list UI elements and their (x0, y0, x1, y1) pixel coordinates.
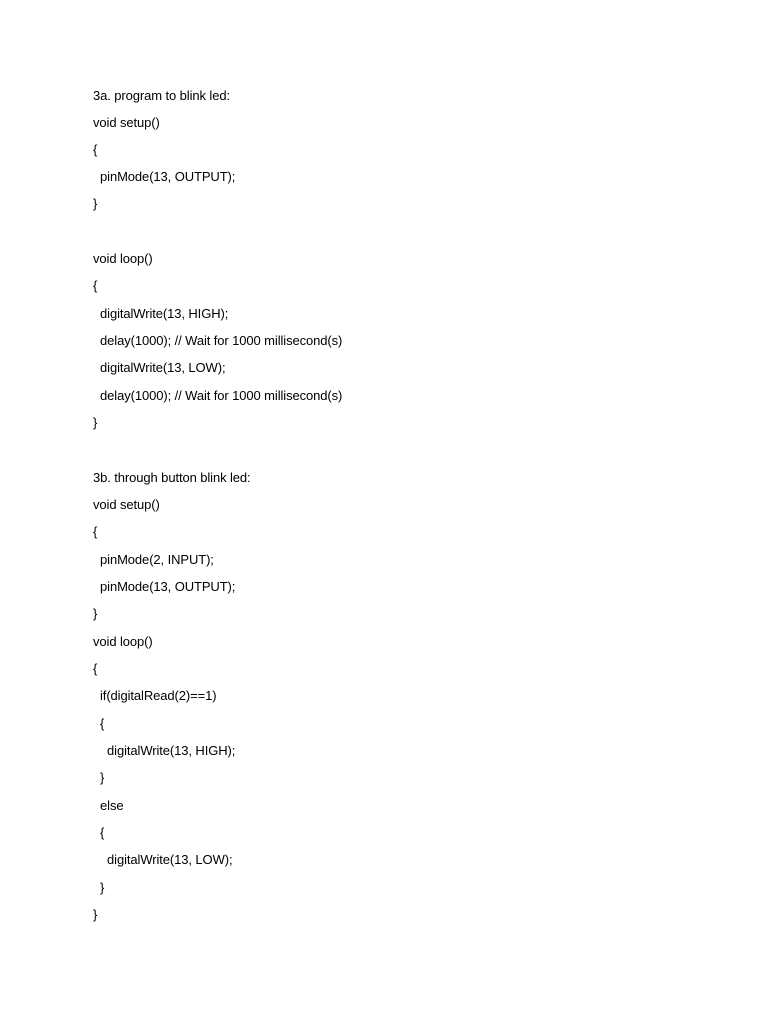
code-line: pinMode(2, INPUT); (93, 552, 214, 567)
code-line: else (93, 798, 124, 813)
code-line: { (93, 524, 98, 539)
code-line: digitalWrite(13, LOW); (93, 360, 226, 375)
code-line: } (93, 196, 98, 211)
code-line: delay(1000); // Wait for 1000 millisecond(s) (93, 388, 343, 403)
code-line: delay(1000); // Wait for 1000 millisecond(s) (93, 333, 343, 348)
code-line: } (93, 770, 105, 785)
code-line: { (93, 825, 105, 840)
code-line: { (93, 661, 98, 676)
code-line: } (93, 606, 98, 621)
code-line: digitalWrite(13, HIGH); (93, 306, 229, 321)
code-line: { (93, 142, 98, 157)
code-line: } (93, 880, 105, 895)
code-line: void loop() (93, 251, 153, 266)
code-line: { (93, 716, 105, 731)
code-line: } (93, 907, 98, 922)
code-line: void setup() (93, 497, 160, 512)
code-line: digitalWrite(13, HIGH); (93, 743, 236, 758)
code-line: { (93, 278, 98, 293)
code-line: pinMode(13, OUTPUT); (93, 169, 236, 184)
code-line: void loop() (93, 634, 153, 649)
code-line: pinMode(13, OUTPUT); (93, 579, 236, 594)
code-line: } (93, 415, 98, 430)
section-3a-heading: 3a. program to blink led: (93, 88, 230, 103)
section-3b-heading: 3b. through button blink led: (93, 470, 251, 485)
code-line: void setup() (93, 115, 160, 130)
code-line: digitalWrite(13, LOW); (93, 852, 233, 867)
code-line: if(digitalRead(2)==1) (93, 688, 217, 703)
